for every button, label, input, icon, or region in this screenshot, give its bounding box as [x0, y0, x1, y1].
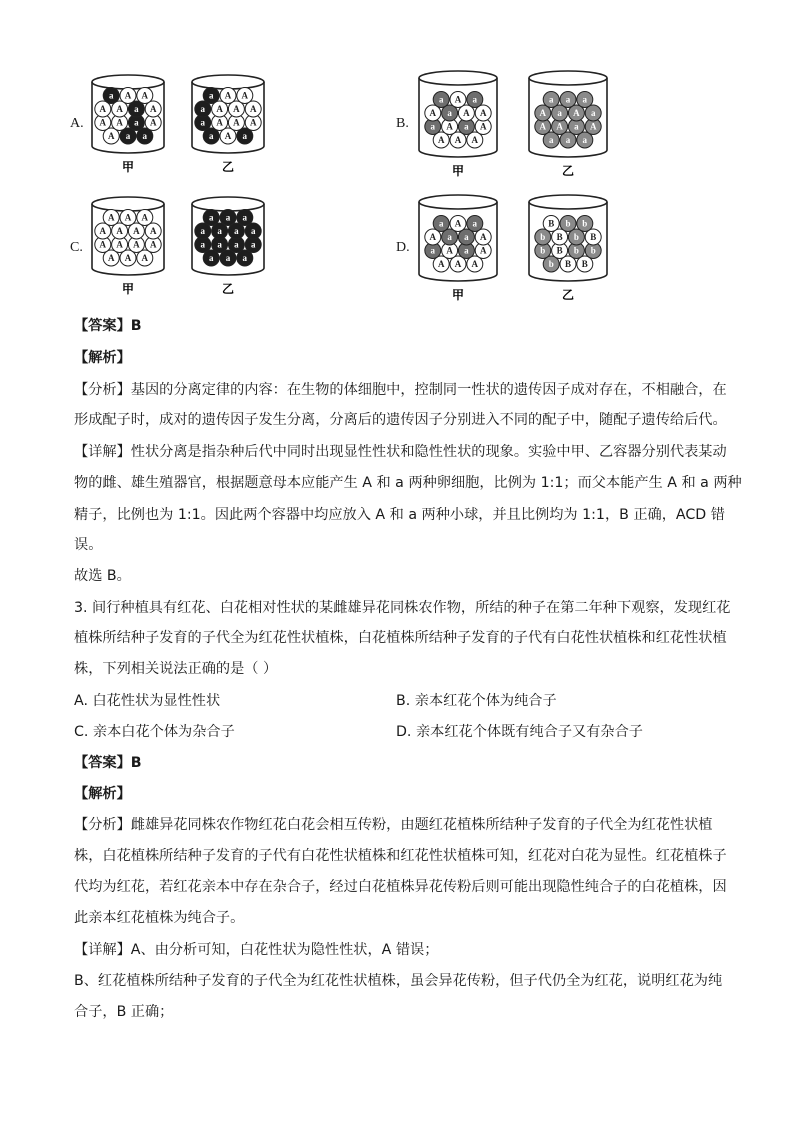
label-yi: 乙	[221, 282, 235, 296]
ball-label: A	[241, 90, 249, 101]
ball-label: a	[472, 218, 478, 229]
ball-label: A	[149, 226, 157, 237]
ball-label: A	[479, 245, 487, 256]
ball-label: a	[208, 131, 214, 142]
analysis-2-line-2: 株，白花植株所结种子发育的子代有白花性状植株和红花性状植株可知，红花对白花为显性。红花植株子	[74, 848, 727, 864]
analysis-2-line-1: 【分析】雌雄异花同株农作物红花白花会相互传粉，由题红花植株所结种子发育的子代全为红花性状植	[74, 817, 713, 833]
ball-label: A	[99, 239, 107, 250]
detail-1-line-4: 误。	[74, 537, 103, 553]
ball-label: a	[447, 232, 452, 243]
beaker-yi	[529, 195, 607, 281]
option-b-letter: B.	[396, 116, 409, 131]
ball-label: A	[454, 218, 462, 229]
ball-label: A	[224, 90, 232, 101]
ball-label: A	[133, 239, 140, 250]
ball-label: a	[208, 90, 214, 101]
ball-label: a	[225, 212, 231, 223]
ball-label: a	[125, 131, 131, 142]
beaker-yi	[192, 197, 264, 275]
ball-label: A	[149, 117, 157, 128]
ball-label: A	[107, 253, 115, 264]
option-a-figure	[88, 70, 278, 185]
ball-label: A	[124, 212, 132, 223]
option-b-figure	[416, 66, 616, 184]
ball-label: A	[149, 239, 157, 250]
ball-label: A	[429, 232, 437, 243]
ball-label: a	[225, 253, 231, 264]
beaker-jia	[92, 75, 164, 153]
ball-label: a	[242, 131, 248, 142]
ball-label: a	[447, 108, 452, 119]
ball-label: a	[430, 245, 436, 256]
ball-label: b	[590, 245, 596, 256]
ball-label: A	[429, 108, 437, 119]
ball-label: A	[249, 104, 257, 115]
ball-label: A	[224, 131, 232, 142]
ball-label: a	[134, 117, 139, 128]
ball-label: a	[430, 121, 436, 132]
ball-label: A	[454, 135, 462, 146]
label-yi: 乙	[561, 288, 575, 302]
ball-label: A	[116, 226, 123, 237]
label-jia: 甲	[451, 164, 465, 178]
ball-label: a	[234, 239, 239, 250]
ball-label: B	[556, 245, 563, 256]
detail-2-line-2: B、红花植株所结种子发育的子代全为红花性状植株，虽会异花传粉，但子代仍全为红花，说明红花为纯	[74, 973, 723, 989]
ball-label: a	[242, 253, 248, 264]
ball-label: A	[116, 239, 123, 250]
ball-label: A	[116, 104, 123, 115]
ball-label: a	[208, 253, 214, 264]
ball-label: A	[454, 94, 462, 105]
ball-label: A	[471, 259, 479, 270]
ball-label: a	[582, 135, 588, 146]
ball-label: A	[446, 245, 453, 256]
ball-label: a	[200, 117, 206, 128]
ball-label: A	[479, 232, 487, 243]
option-d-letter: D.	[396, 240, 410, 255]
ball-label: a	[464, 245, 469, 256]
conclusion-1: 故选 B。	[74, 568, 131, 584]
option-a-letter: A.	[70, 116, 84, 131]
detail-2-line-3: 合子，B 正确；	[74, 1004, 174, 1020]
label-yi: 乙	[221, 160, 235, 174]
ball-label: A	[539, 108, 547, 119]
choice-c: C. 亲本白花个体为杂合子	[74, 724, 235, 740]
option-c-figure	[88, 192, 278, 307]
label-jia: 甲	[451, 288, 465, 302]
ball-label: a	[200, 226, 206, 237]
ball-label: a	[208, 212, 214, 223]
ball-label: A	[99, 226, 107, 237]
analysis-1-line-2: 形成配子时，成对的遗传因子发生分离，分离后的遗传因子分别进入不同的配子中，随配子遗传给后代。	[74, 412, 727, 428]
detail-2-line-1: 【详解】A、由分析可知，白花性状为隐性性状，A 错误；	[74, 942, 439, 958]
ball-label: B	[548, 218, 555, 229]
ball-label: A	[463, 108, 470, 119]
ball-label: A	[107, 131, 115, 142]
ball-label: A	[149, 104, 157, 115]
ball-label: a	[250, 239, 256, 250]
beaker-jia	[419, 71, 497, 157]
ball-label: a	[548, 135, 554, 146]
ball-label: a	[142, 131, 148, 142]
ball-label: A	[233, 104, 240, 115]
ball-label: B	[564, 259, 572, 270]
ball-label: b	[565, 218, 571, 229]
beaker-yi	[192, 75, 264, 153]
ball-label: a	[200, 104, 206, 115]
ball-label: A	[107, 212, 115, 223]
ball-label: A	[141, 212, 149, 223]
choice-b: B. 亲本红花个体为纯合子	[396, 693, 557, 709]
ball-label: A	[99, 104, 107, 115]
ball-label: A	[539, 121, 547, 132]
detail-1-line-3: 精子，比例也为 1:1。因此两个容器中均应放入 A 和 a 两种小球，并且比例均为 1:1，B 正确，ACD 错	[74, 507, 725, 523]
label-jia: 甲	[121, 282, 135, 296]
ball-label: a	[464, 232, 469, 243]
ball-label: A	[471, 135, 479, 146]
choice-d: D. 亲本红花个体既有纯合子又有杂合子	[396, 724, 643, 740]
ball-label: A	[446, 121, 453, 132]
ball-label: b	[573, 232, 579, 243]
ball-label: A	[141, 253, 149, 264]
beaker-jia	[92, 197, 164, 275]
analysis-1-line-1: 【分析】基因的分离定律的内容：在生物的体细胞中，控制同一性状的遗传因子成对存在，不相融合，在	[74, 382, 727, 398]
ball-label: a	[217, 239, 222, 250]
ball-label: A	[216, 117, 223, 128]
analysis-2-line-4: 此亲本红花植株为纯合子。	[74, 910, 245, 926]
ball-label: A	[437, 135, 445, 146]
ball-label: A	[141, 90, 149, 101]
ball-label: A	[249, 117, 257, 128]
choice-a: A. 白花性状为显性性状	[74, 693, 221, 709]
ball-label: a	[438, 218, 444, 229]
ball-label: a	[134, 104, 139, 115]
ball-label: a	[548, 94, 554, 105]
ball-label: A	[479, 121, 487, 132]
ball-label: a	[582, 94, 588, 105]
analysis-1-heading: 【解析】	[74, 350, 131, 366]
ball-label: A	[124, 253, 132, 264]
option-c-letter: C.	[70, 240, 83, 255]
ball-label: a	[574, 121, 579, 132]
ball-label: b	[582, 218, 588, 229]
ball-label: a	[242, 212, 248, 223]
ball-label: A	[454, 259, 462, 270]
ball-label: a	[464, 121, 469, 132]
analysis-2-line-3: 代均为红花，若红花亲本中存在杂合子，经过白花植株异花传粉后则可能出现隐性纯合子的白花植株，因	[74, 879, 727, 895]
beaker-jia	[419, 195, 497, 281]
ball-label: b	[573, 245, 579, 256]
ball-label: A	[573, 108, 580, 119]
detail-1-line-1: 【详解】性状分离是指杂种后代中同时出现显性性状和隐性性状的现象。实验中甲、乙容器分别代表某动	[74, 444, 727, 460]
ball-label: a	[557, 108, 562, 119]
detail-1-line-2: 物的雌、雄生殖器官，根据题意母本应能产生 A 和 a 两种卵细胞，比例为 1:1；而父本能产生 A 和 a 两种	[74, 475, 742, 491]
ball-label: B	[590, 232, 597, 243]
ball-label: b	[548, 259, 554, 270]
beaker-yi	[529, 71, 607, 157]
ball-label: a	[217, 226, 222, 237]
ball-label: A	[233, 117, 240, 128]
option-d-figure	[416, 190, 616, 308]
ball-label: a	[250, 226, 256, 237]
ball-label: a	[108, 90, 114, 101]
ball-label: a	[234, 226, 239, 237]
question-3-line-3: 株，下列相关说法正确的是（ ）	[74, 661, 278, 677]
ball-label: A	[556, 121, 563, 132]
ball-label: b	[540, 232, 546, 243]
ball-label: A	[124, 90, 132, 101]
ball-label: a	[472, 94, 478, 105]
ball-label: a	[590, 108, 596, 119]
question-3-line-1: 3. 间行种植具有红花、白花相对性状的某雌雄异花同株农作物，所结的种子在第二年种下观察，发现红花	[74, 600, 731, 616]
ball-label: a	[565, 94, 571, 105]
ball-label: B	[581, 259, 588, 270]
ball-label: A	[216, 104, 223, 115]
analysis-2-heading: 【解析】	[74, 786, 131, 802]
ball-label: a	[565, 135, 571, 146]
ball-label: A	[589, 121, 597, 132]
ball-label: A	[479, 108, 487, 119]
ball-label: A	[133, 226, 140, 237]
ball-label: B	[556, 232, 563, 243]
ball-label: a	[200, 239, 206, 250]
answer-1: 【答案】B	[74, 318, 142, 334]
label-jia: 甲	[121, 160, 135, 174]
ball-label: A	[116, 117, 123, 128]
ball-label: A	[437, 259, 445, 270]
ball-label: A	[99, 117, 107, 128]
label-yi: 乙	[561, 164, 575, 178]
ball-label: a	[438, 94, 444, 105]
answer-2: 【答案】B	[74, 755, 142, 771]
question-3-line-2: 植株所结种子发育的子代全为红花性状植株，白花植株所结种子发育的子代有白花性状植株和红花性状植	[74, 630, 727, 646]
ball-label: b	[540, 245, 546, 256]
